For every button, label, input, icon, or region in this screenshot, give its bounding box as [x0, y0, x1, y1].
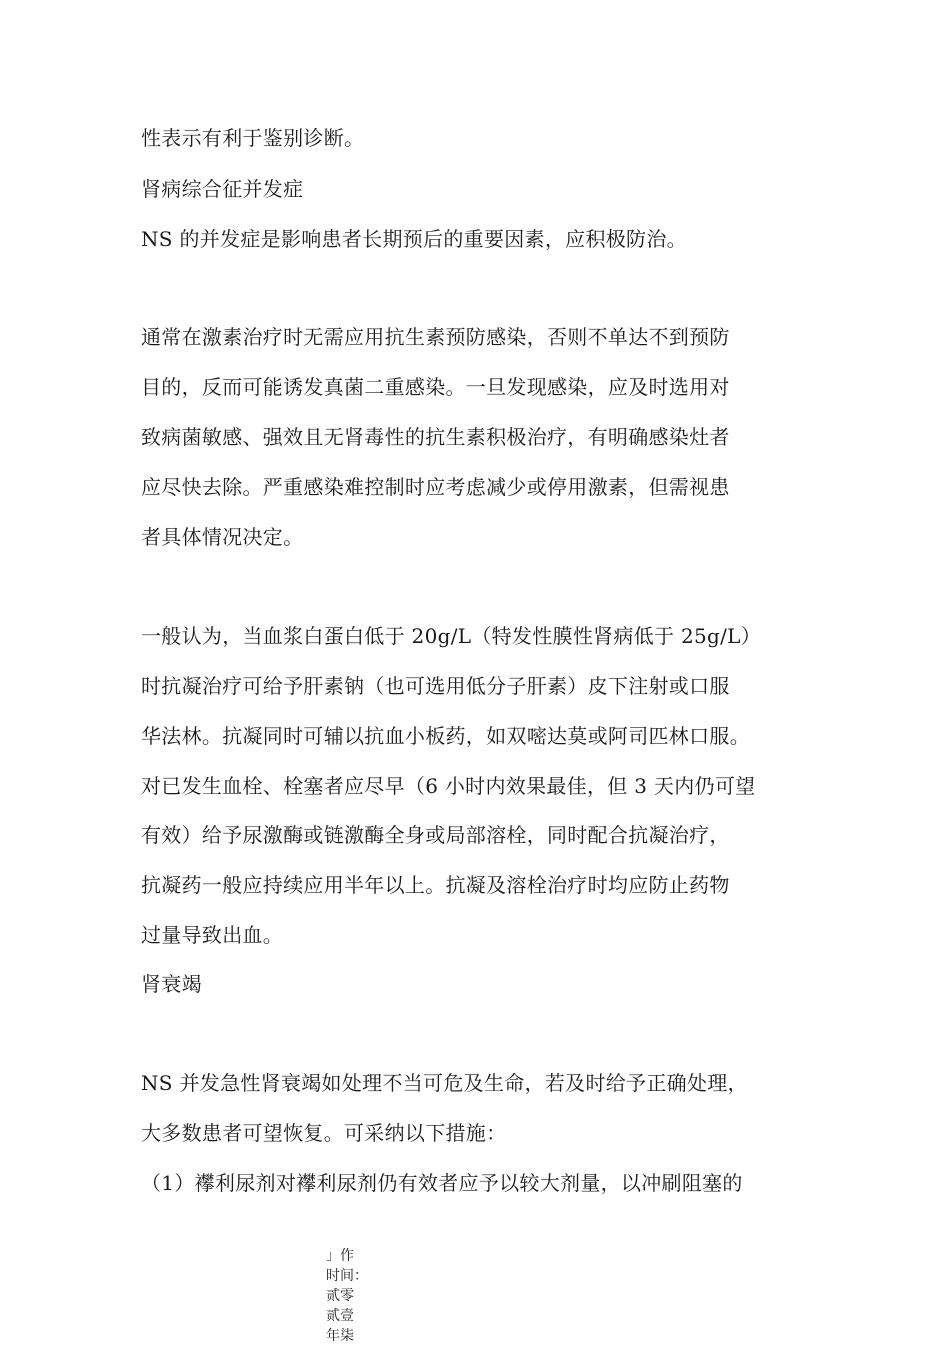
footer-date-stamp: [326, 1246, 370, 1346]
paragraph-line: 大多数患者可望恢复。可采纳以下措施：: [141, 1121, 507, 1145]
paragraph-line: NS 的并发症是影响患者长期预后的重要因素，应积极防治。: [141, 227, 687, 251]
footer-text: 时间：: [326, 1268, 368, 1284]
paragraph-line: 过量导致出血。: [141, 923, 284, 947]
paragraph-line: 对已发生血栓、栓塞者应尽早（6 小时内效果最佳，但 3 天内仍可望: [141, 774, 756, 798]
paragraph-line: 抗凝药一般应持续应用半年以上。抗凝及溶栓治疗时均应防止药物: [141, 873, 730, 897]
paragraph-line: （1）襻利尿剂对襻利尿剂仍有效者应予以较大剂量，以冲刷阻塞的: [141, 1171, 743, 1195]
section-heading-renal-failure: 肾衰竭: [141, 972, 202, 996]
footer-text: 」作: [326, 1248, 354, 1264]
paragraph-line: 一般认为，当血浆白蛋白低于 20g/L（特发性膜性肾病低于 25g/L）: [141, 624, 762, 648]
paragraph-line: 通常在激素治疗时无需应用抗生素预防感染，否则不单达不到预防: [141, 325, 730, 349]
paragraph-line: 华法林。抗凝同时可辅以抗血小板药，如双嘧达莫或阿司匹林口服。: [141, 724, 750, 748]
paragraph-line: 者具体情况决定。: [141, 525, 304, 549]
paragraph-line: NS 并发急性肾衰竭如处理不当可危及生命，若及时给予正确处理，: [141, 1071, 748, 1095]
paragraph-line: 应尽快去除。严重感染难控制时应考虑减少或停用激素，但需视患: [141, 475, 730, 499]
paragraph-line: 致病菌敏感、强效且无肾毒性的抗生素积极治疗，有明确感染灶者: [141, 425, 730, 449]
footer-text: 年柒: [326, 1328, 354, 1344]
paragraph-line: 性表示有利于鉴别诊断。: [141, 126, 365, 150]
paragraph-line: 时抗凝治疗可给予肝素钠（也可选用低分子肝素）皮下注射或口服: [141, 674, 730, 698]
paragraph-line: 目的，反而可能诱发真菌二重感染。一旦发现感染，应及时选用对: [141, 375, 730, 399]
footer-text: 贰零: [326, 1288, 354, 1304]
section-heading-complications: 肾病综合征并发症: [141, 177, 304, 201]
paragraph-line: 有效）给予尿激酶或链激酶全身或局部溶栓，同时配合抗凝治疗，: [141, 823, 730, 847]
footer-text: 贰壹: [326, 1308, 354, 1324]
